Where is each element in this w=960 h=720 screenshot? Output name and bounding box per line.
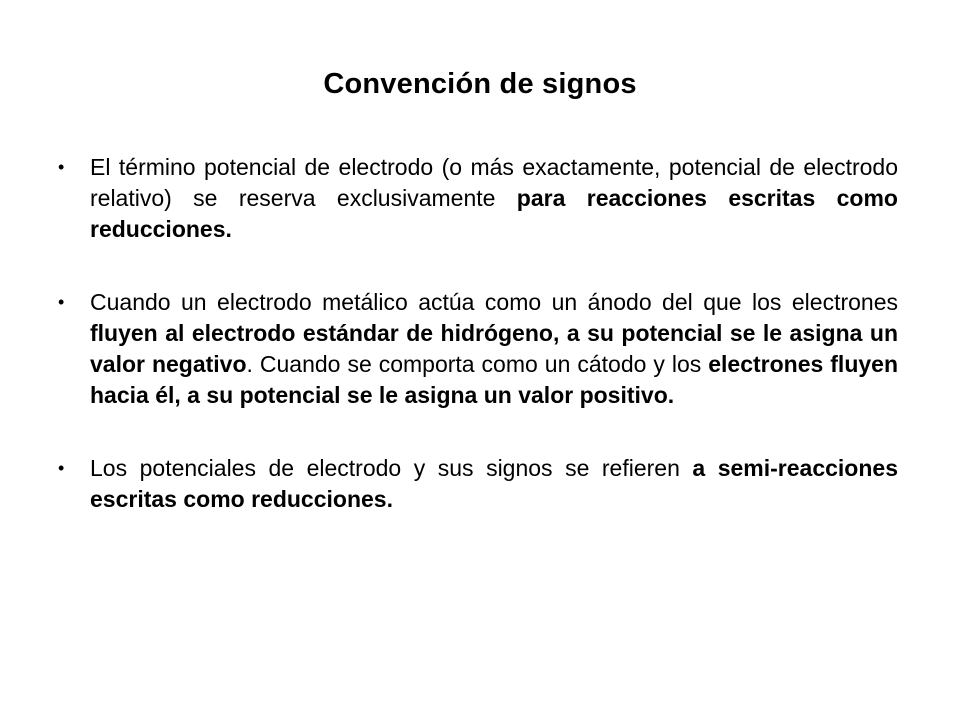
bullet-marker: • <box>58 458 65 478</box>
bullet-text <box>90 289 898 408</box>
bullet-item-2 <box>58 287 898 411</box>
bullet-segment-bold: para reacciones escritas como reducciones. <box>90 185 898 242</box>
bullet-segment: Los potenciales de electrodo y sus signos se refieren <box>90 455 693 481</box>
slide-title: Convención de signos <box>323 68 637 100</box>
bullet-segment: . Cuando se comporta como un cátodo y los <box>246 351 709 377</box>
bullet-segment-bold: electrones fluyen hacia él, a su potencial se le asigna un valor positivo. <box>90 351 898 408</box>
bullet-item-3 <box>58 453 898 515</box>
bullet-marker: • <box>58 157 65 177</box>
bullet-marker: • <box>58 292 65 312</box>
bullet-segment: El término potencial de electrodo (o más exactamente, potencial de electrodo relativo) se reserva exclusivamente <box>90 154 898 211</box>
bullet-segment: Cuando un electrodo metálico actúa como un ánodo del que los electrones <box>90 289 898 315</box>
bullet-text <box>90 455 898 512</box>
bullet-segment-bold: fluyen al electrodo estándar de hidrógeno, a su potencial se le asigna un valor negativo <box>90 320 898 377</box>
bullet-list <box>58 152 898 557</box>
bullet-segment-bold: a semi-reacciones escritas como reducciones. <box>90 455 898 512</box>
bullet-text <box>90 154 898 242</box>
bullet-item-1 <box>58 152 898 245</box>
